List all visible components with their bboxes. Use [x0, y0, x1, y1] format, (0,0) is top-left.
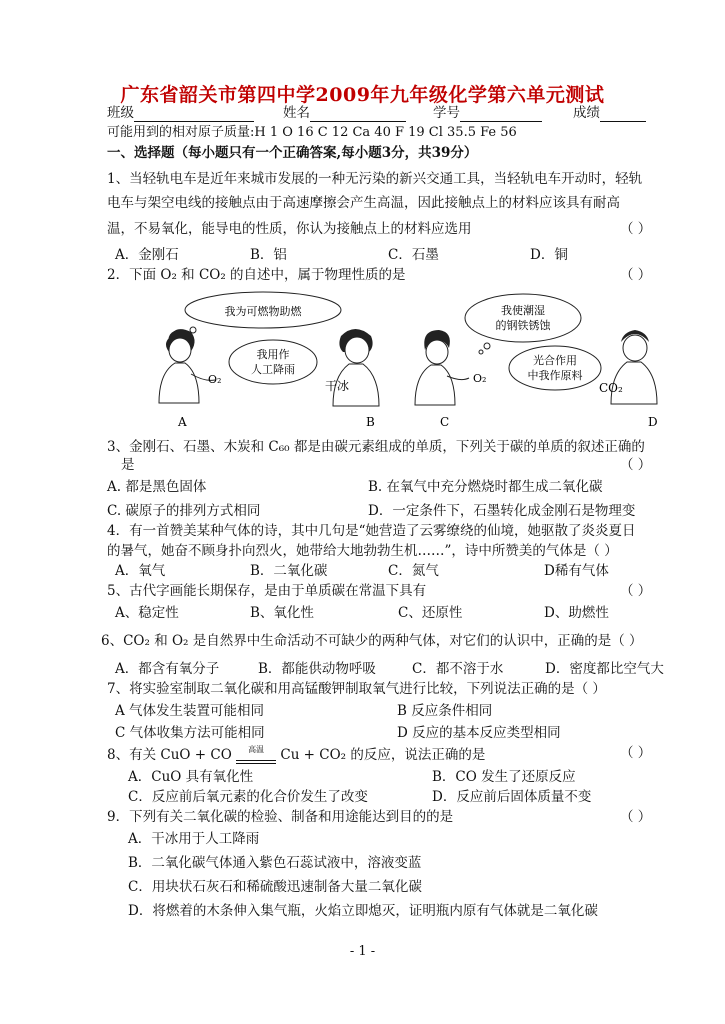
q4-line-2: 的暑气，她奋不顾身扑向烈火，她带给大地勃勃生机……”，诗中所赞美的气体是（ ）	[107, 543, 618, 559]
student-id-field	[433, 104, 542, 122]
bubble-d-text-1: 光合作用	[533, 354, 577, 367]
q8-option-b: B．CO 发生了还原反应	[432, 769, 576, 785]
q1-line-3: 温，不易氧化，能导电的性质，你认为接触点上的材料应选用	[107, 221, 472, 237]
o2-label-a: O₂	[208, 373, 222, 386]
q6-option-c: C．都不溶于水	[412, 661, 504, 677]
q7-option-a: A 气体发生装置可能相同	[115, 703, 265, 719]
bubble-c-text-1: 我使潮湿	[501, 304, 545, 317]
q7-option-d: D 反应的基本反应类型相同	[397, 725, 561, 741]
girl-icon-2	[415, 330, 486, 405]
q5-option-b: B、氧化性	[250, 605, 314, 621]
q5-answer-paren: （ ）	[620, 583, 652, 599]
speech-bubble-a	[185, 292, 341, 338]
q2-stem: 2．下面 O₂ 和 CO₂ 的自述中，属于物理性质的是	[107, 267, 406, 283]
q3-answer-paren: （ ）	[620, 457, 652, 473]
q9-answer-paren: （ ）	[620, 809, 652, 825]
q8-option-a: A．CuO 具有氧化性	[128, 769, 254, 785]
q1-option-c: C．石墨	[388, 247, 439, 263]
q9-option-c: C．用块状石灰石和稀硫酸迅速制备大量二氧化碳	[128, 879, 422, 895]
q3-option-c: C. 碳原子的排列方式相同	[107, 503, 261, 519]
q4-line-1: 4．有一首赞美某种气体的诗，其中几句是“她营造了云雾缭绕的仙境，她驱散了炎炎夏日	[107, 523, 636, 539]
speech-bubble-c	[465, 294, 581, 354]
figure-label-c: C	[440, 415, 450, 429]
name-label: 姓名	[283, 105, 310, 121]
bubble-b-text-2: 人工降雨	[251, 363, 295, 376]
q8-equation-right: Cu + CO₂ 的反应，说法正确的是	[280, 747, 486, 763]
bubble-a-text: 我为可燃物助燃	[224, 305, 302, 318]
figure-label-b: B	[366, 415, 375, 429]
q3-option-b: B. 在氧气中充分燃烧时都生成二氧化碳	[368, 479, 603, 495]
q5-option-d: D、助燃性	[544, 605, 609, 621]
q1-line-2: 电车与架空电线的接触点由于高速摩擦会产生高温，因此接触点上的材料应该具有耐高	[107, 195, 620, 211]
boy-icon	[325, 329, 379, 406]
boy-icon-2	[599, 330, 657, 404]
student-id-label: 学号	[433, 105, 460, 121]
q4-option-c: C．氮气	[388, 563, 439, 579]
q4-option-b: B．二氧化碳	[250, 563, 328, 579]
q9-option-b: B．二氧化碳气体通入紫色石蕊试液中，溶液变蓝	[128, 855, 422, 871]
q3-line-1: 3、金刚石、石墨、木炭和 C₆₀ 都是由碳元素组成的单质，下列关于碳的单质的叙述正确的	[107, 439, 645, 455]
score-label: 成绩	[573, 105, 600, 121]
q8-option-c: C．反应前后氧元素的化合价发生了改变	[128, 789, 368, 805]
class-label: 班级	[107, 105, 134, 121]
q5-option-a: A、稳定性	[115, 605, 179, 621]
q9-option-d: D．将燃着的木条伸入集气瓶，火焰立即熄灭，证明瓶内原有气体就是二氧化碳	[128, 903, 598, 919]
q4-option-d: D稀有气体	[544, 563, 609, 579]
name-field	[283, 104, 406, 122]
q7-option-c: C 气体收集方法可能相同	[115, 725, 265, 741]
q2-illustration	[95, 290, 685, 430]
q1-option-a: A．金刚石	[115, 247, 179, 263]
class-field	[107, 104, 254, 122]
q2-answer-paren: （ ）	[620, 267, 652, 283]
co2-label: CO₂	[599, 381, 623, 395]
q8-reaction-arrow	[236, 745, 276, 764]
q5-stem: 5、古代字画能长期保存，是由于单质碳在常温下具有	[107, 583, 427, 599]
q7-stem: 7、将实验室制取二氧化碳和用高锰酸钾制取氧气进行比较，下列说法正确的是（ ）	[107, 681, 606, 697]
document-title: 广东省韶关市第四中学2009年九年级化学第六单元测试	[120, 84, 605, 106]
q3-line-2: 是	[121, 457, 135, 473]
bubble-c-text-2: 的钢铁锈蚀	[495, 319, 551, 332]
q9-stem: 9．下列有关二氧化碳的检验、制备和用途能达到目的的是	[107, 809, 454, 825]
bubble-b-text-1: 我用作	[256, 348, 290, 361]
q8-condition: 高温	[248, 745, 265, 754]
q8-equation-left: 8、有关 CuO + CO	[107, 747, 232, 763]
q3-option-d: D．一定条件下，石墨转化成金刚石是物理变	[368, 503, 636, 519]
q6-option-b: B．都能供动物呼吸	[258, 661, 376, 677]
figure-label-a: A	[178, 415, 187, 429]
speech-bubble-b	[229, 340, 317, 384]
q7-option-b: B 反应条件相同	[397, 703, 493, 719]
page-number: - 1 -	[349, 944, 376, 959]
atomic-masses: 可能用到的相对原子质量:H 1 O 16 C 12 Ca 40 F 19 Cl 35.5 Fe 56	[107, 125, 517, 140]
q8-answer-paren: （ ）	[620, 745, 652, 761]
q1-option-d: D．铜	[530, 247, 568, 263]
bubble-d-text-2: 中我作原料	[527, 369, 583, 382]
dry-ice-label: 干冰	[325, 379, 350, 393]
q5-option-c: C、还原性	[398, 605, 463, 621]
q1-answer-paren: （ ）	[620, 221, 652, 237]
q4-option-a: A．氧气	[115, 563, 166, 579]
girl-icon	[159, 329, 221, 403]
o2-label-c: O₂	[473, 372, 487, 385]
q1-option-b: B．铝	[250, 247, 287, 263]
q6-stem: 6、CO₂ 和 O₂ 是自然界中生命活动不可缺少的两种气体，对它们的认识中，正确的是（ ）	[101, 633, 643, 649]
q3-option-a: A. 都是黑色固体	[107, 479, 207, 495]
q6-option-a: A．都含有氧分子	[115, 661, 220, 677]
q9-option-a: A．干冰用于人工降雨	[128, 831, 260, 847]
score-field	[573, 104, 646, 122]
q8-stem	[107, 746, 485, 764]
figure-label-d: D	[648, 415, 658, 429]
speech-bubble-d	[509, 346, 601, 390]
q1-line-1: 1、当轻轨电车是近年来城市发展的一种无污染的新兴交通工具，当轻轨电车开动时，轻轨	[107, 171, 643, 187]
section-heading: 一、选择题（每小题只有一个正确答案,每小题3分，共39分）	[107, 145, 478, 161]
q6-option-d: D．密度都比空气大	[545, 661, 664, 677]
q8-option-d: D．反应前后固体质量不变	[432, 789, 592, 805]
